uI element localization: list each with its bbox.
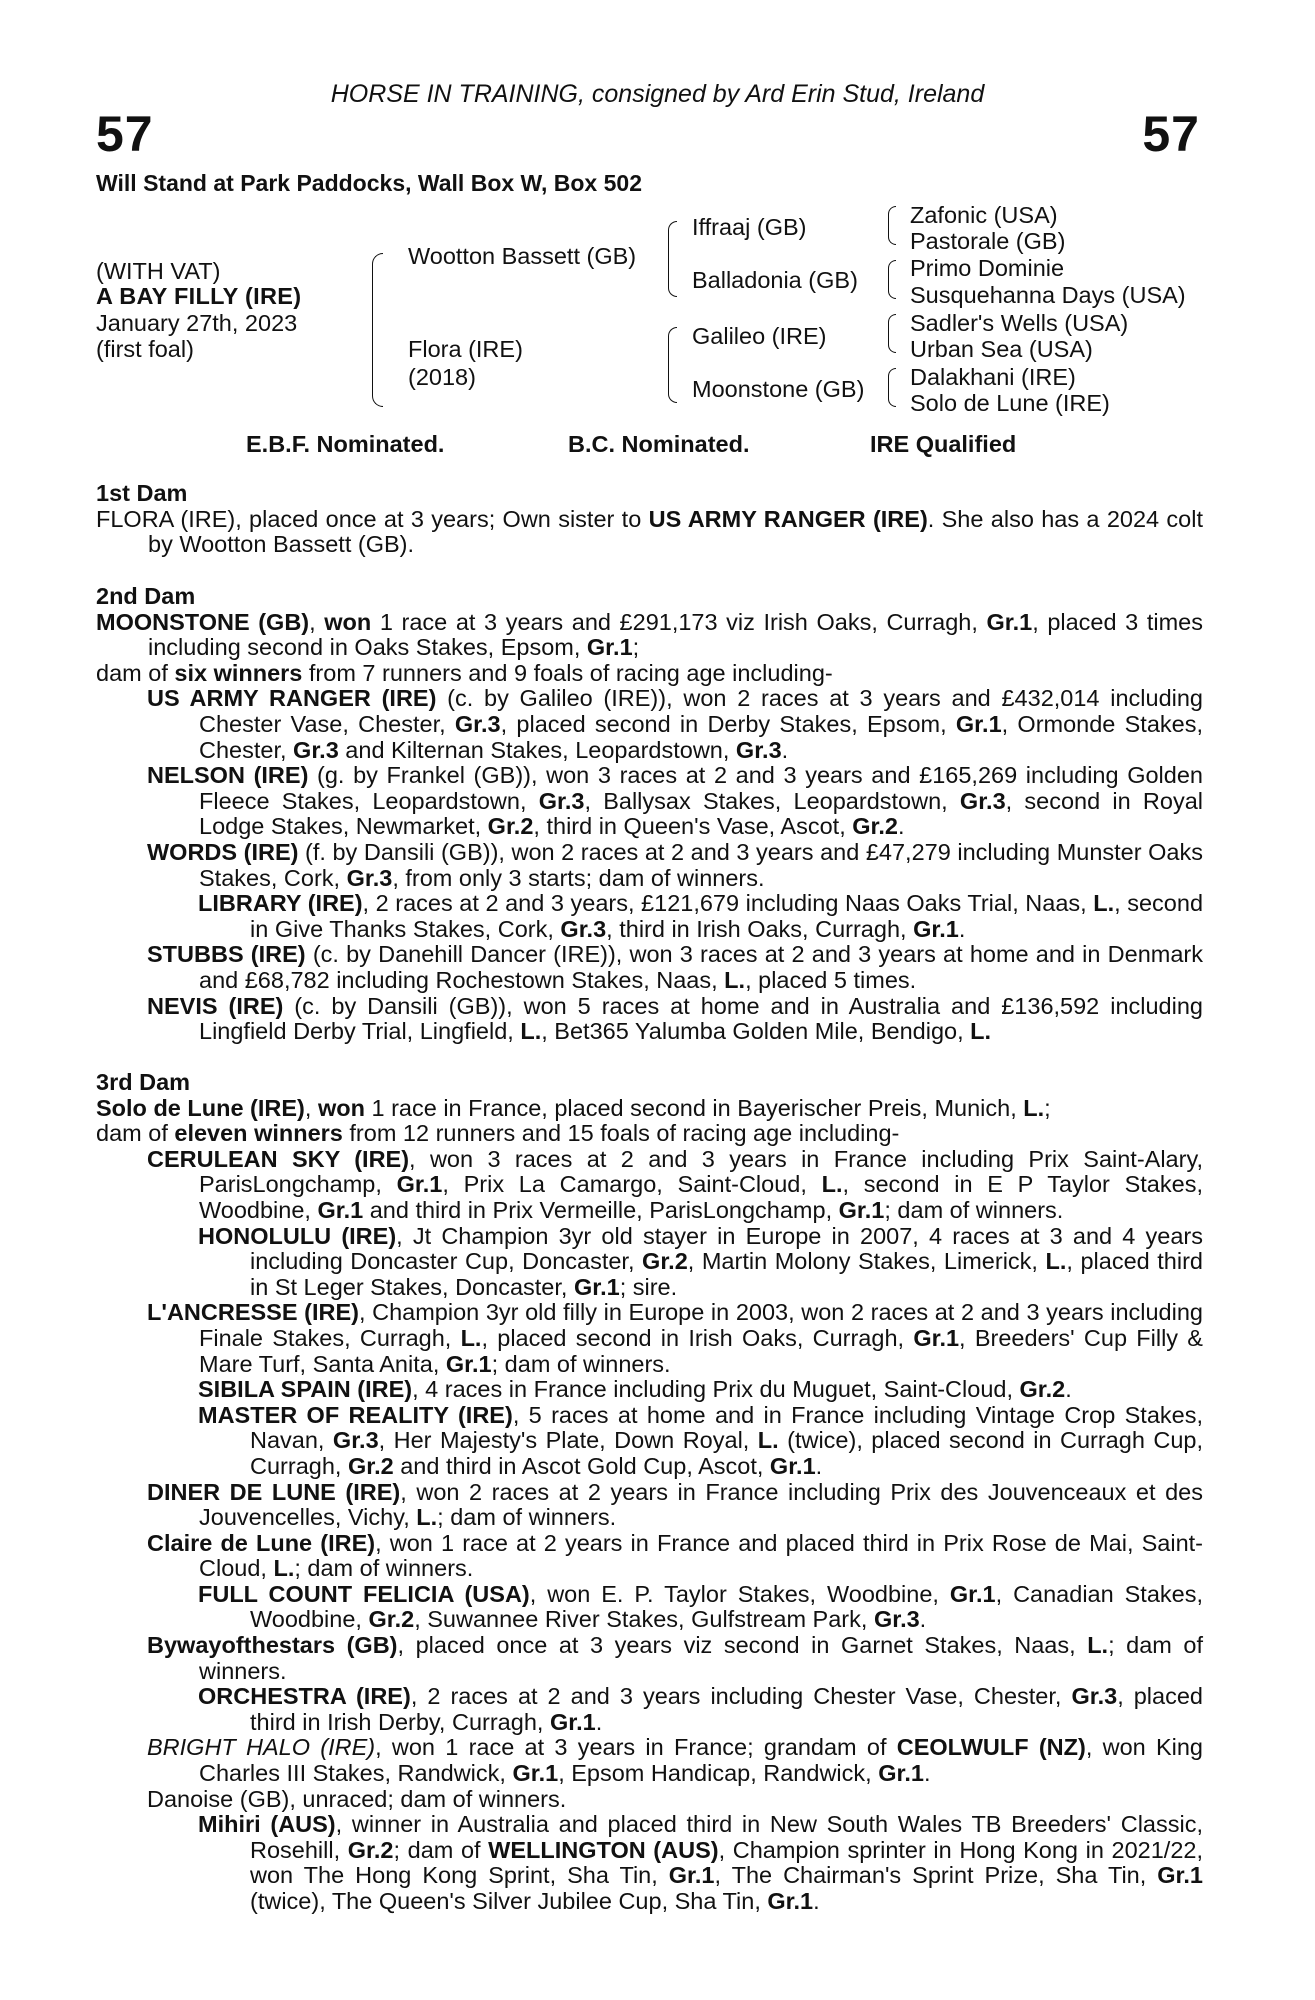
horse-dob: January 27th, 2023	[96, 310, 298, 336]
text-run: (twice), placed second in Curragh Cup, Curragh,	[250, 1427, 1203, 1479]
text-run: Gr.2	[642, 1248, 688, 1275]
text-run: , Jt Champion 3yr old stayer in Europe in 2007, 4 races at 3 and 4 years including Doncaster Cup, Doncaster,	[250, 1222, 1203, 1275]
text-run: , placed once at 3 years viz second in Garnet Stakes, Naas,	[397, 1632, 1088, 1659]
text-run: L.	[1045, 1248, 1067, 1275]
text-run: , Ormonde Stakes, Chester,	[199, 710, 1203, 763]
text-run: and third in Ascot Gold Cup, Ascot,	[393, 1452, 770, 1479]
text-run: , won 2 races at 2 years in France including Prix des Jouvenceaux et des Jouvencelles, Vichy,	[199, 1478, 1203, 1531]
text-run: ; dam of	[393, 1836, 489, 1863]
text-run: L.	[273, 1555, 295, 1582]
dd-sire: Dalakhani (IRE)	[910, 364, 1076, 390]
text-run: Gr.1	[986, 608, 1033, 635]
pedigree-entry	[96, 840, 1203, 891]
text-run: (c. by Dansili (GB)), won 5 races at home and in Australia and £136,592 including Lingfield Derby Trial, Lingfield,	[199, 992, 1203, 1045]
text-run: , 4 races in France including Prix du Muguet, Saint-Cloud,	[412, 1376, 1020, 1403]
text-run: .	[813, 1888, 820, 1914]
text-run: , placed second in Derby Stakes, Epsom,	[500, 710, 956, 737]
text-run: Gr.3	[346, 864, 393, 891]
text-run: US ARMY RANGER (IRE)	[147, 685, 437, 712]
text-run: CEOLWULF (NZ)	[896, 1734, 1086, 1761]
text-run: , Martin Molony Stakes, Limerick,	[687, 1248, 1046, 1275]
text-run: ; dam of winners.	[491, 1350, 671, 1377]
text-run: , placed third in St Leger Stakes, Doncaster,	[250, 1248, 1203, 1300]
text-run: , second in E P Taylor Stakes, Woodbine,	[199, 1171, 1203, 1223]
text-run: .	[919, 1606, 927, 1633]
vat-note: (WITH VAT)	[96, 258, 221, 284]
text-run: , Her Majesty's Plate, Down Royal,	[378, 1427, 758, 1454]
text-run: Gr.1	[396, 1171, 443, 1198]
text-run: MASTER OF REALITY (IRE)	[198, 1401, 513, 1428]
second-dam-section	[96, 584, 1203, 1045]
pedigree-entry	[96, 1633, 1203, 1684]
text-run: Gr.1	[878, 1760, 924, 1787]
text-run: WORDS (IRE)	[147, 838, 299, 865]
text-run: Gr.1	[913, 1324, 960, 1351]
pedigree-entry	[96, 763, 1203, 840]
pedigree-entry	[96, 1300, 1203, 1377]
text-run: NELSON (IRE)	[147, 762, 309, 789]
text-run: Gr.1	[586, 634, 633, 661]
text-run: (f. by Dansili (GB)), won 2 races at 2 and 3 years and £47,279 including Munster Oaks Stakes, Cork,	[199, 838, 1203, 891]
sd-dam: Susquehanna Days (USA)	[910, 282, 1186, 308]
text-run: FULL COUNT FELICIA (USA)	[198, 1580, 530, 1607]
text-run: ; dam of winners.	[437, 1504, 617, 1531]
text-run: LIBRARY (IRE)	[198, 890, 363, 917]
dam-dam: Moonstone (GB)	[692, 376, 865, 402]
text-run: .	[1065, 1376, 1072, 1403]
text-run: L.	[724, 966, 746, 993]
text-run: L.	[1093, 890, 1115, 917]
text-run: .	[815, 1452, 823, 1479]
pedigree-entry	[96, 891, 1203, 942]
text-run: 1 race in France, placed second in Bayerischer Preis, Munich,	[364, 1094, 1024, 1121]
pedigree-entry	[96, 1147, 1203, 1224]
lot-number-left: 57	[96, 106, 154, 162]
text-run: Gr.2	[487, 813, 534, 840]
text-run: , third in Irish Oaks, Curragh,	[606, 915, 914, 942]
ire-qualified: IRE Qualified	[870, 431, 1017, 457]
pedigree-entry	[96, 610, 1203, 661]
text-run: L.	[416, 1504, 438, 1531]
text-run: BRIGHT HALO (IRE)	[147, 1734, 376, 1761]
text-run: , Champion sprinter in Hong Kong in 2021/22, won The Hong Kong Sprint, Sha Tin,	[250, 1836, 1203, 1889]
text-run: , second in Give Thanks Stakes, Cork,	[250, 890, 1204, 942]
text-run: L.	[821, 1171, 843, 1198]
dam-paragraph	[96, 507, 1203, 558]
ds-sire: Sadler's Wells (USA)	[910, 310, 1129, 336]
text-run: (twice), The Queen's Silver Jubilee Cup, Sha Tin,	[250, 1888, 768, 1914]
text-run: .	[958, 915, 966, 942]
text-run: Gr.3	[454, 710, 501, 737]
text-run: Gr.1	[668, 1862, 715, 1889]
text-run: Gr.3	[735, 736, 782, 763]
text-run: , placed 3 times including second in Oaks Stakes, Epsom,	[148, 608, 1203, 661]
text-run: L.	[757, 1427, 779, 1454]
pedigree-entry	[96, 1582, 1203, 1633]
text-run: Gr.1	[317, 1196, 364, 1223]
pedigree-entry	[96, 1121, 1203, 1147]
text-run: L.	[1023, 1094, 1045, 1121]
text-run: , from only 3 starts; dam of winners.	[392, 864, 765, 891]
foal-note: (first foal)	[96, 336, 194, 362]
text-run: ; dam of winners.	[884, 1196, 1064, 1223]
text-run: Gr.1	[955, 710, 1002, 737]
text-run: SIBILA SPAIN (IRE)	[198, 1376, 413, 1403]
pedigree-entry	[96, 1480, 1203, 1531]
text-run: NEVIS (IRE)	[147, 992, 284, 1019]
first-dam-heading: 1st Dam	[96, 480, 188, 506]
text-run: , placed 5 times.	[745, 966, 917, 993]
text-run: Gr.1	[1157, 1862, 1203, 1889]
second-dam-heading: 2nd Dam	[96, 583, 196, 609]
text-run: Gr.3	[959, 787, 1006, 814]
text-run: , 2 races at 2 and 3 years, £121,679 including Naas Oaks Trial, Naas,	[362, 890, 1094, 917]
text-run: , Suwannee River Stakes, Gulfstream Park,	[414, 1606, 874, 1633]
text-run: Gr.2	[347, 1836, 394, 1863]
text-run: Gr.1	[549, 1708, 596, 1735]
text-run: , third in Queen's Vase, Ascot,	[533, 813, 853, 840]
text-run: Gr.1	[838, 1196, 885, 1223]
text-run: Bywayofthestars (GB)	[147, 1632, 398, 1659]
text-run: Gr.1	[913, 915, 959, 942]
first-dam-section	[96, 481, 1203, 558]
pedigree-entry	[96, 661, 1203, 687]
text-run: DINER DE LUNE (IRE)	[147, 1478, 401, 1505]
pedigree-entry	[96, 1787, 1203, 1813]
text-run: ; dam of winners.	[199, 1632, 1204, 1684]
text-run: , won 1 race at 2 years in France and placed third in Prix Rose de Mai, Saint-Cloud,	[199, 1529, 1203, 1582]
text-run: , Prix La Camargo, Saint-Cloud,	[442, 1171, 822, 1198]
consignor-heading: HORSE IN TRAINING, consigned by Ard Erin Stud, Ireland	[330, 80, 985, 108]
pedigree-entry	[96, 942, 1203, 993]
text-run: L.	[520, 1018, 542, 1045]
text-run: L.	[970, 1018, 992, 1045]
gen3-bracket-2	[888, 260, 896, 299]
text-run: MOONSTONE (GB)	[96, 608, 310, 635]
text-run: .	[898, 813, 905, 840]
gen3-bracket-1	[888, 206, 896, 245]
text-run: Mihiri (AUS)	[198, 1811, 336, 1838]
text-run: , second in Royal Lodge Stakes, Newmarket,	[199, 787, 1203, 840]
sire: Wootton Bassett (GB)	[408, 243, 637, 269]
pedigree-entry	[96, 686, 1203, 763]
text-run: and Kilternan Stakes, Leopardstown,	[338, 736, 736, 763]
ebf-nomination: E.B.F. Nominated.	[246, 431, 445, 457]
sire-dam: Balladonia (GB)	[692, 267, 858, 293]
sd-sire: Primo Dominie	[910, 255, 1065, 281]
dam-year: (2018)	[408, 364, 476, 390]
text-run: Gr.2	[347, 1452, 394, 1479]
horse-name: A BAY FILLY (IRE)	[96, 283, 302, 309]
text-run: (c. by Danehill Dancer (IRE)), won 3 races at 2 and 3 years at home and in Denmark and £68,782 including Rochestown Stakes, Naas,	[199, 941, 1203, 993]
text-run: , placed second in Irish Oaks, Curragh,	[481, 1324, 914, 1351]
text-run: Gr.1	[445, 1350, 492, 1377]
text-run: Gr.3	[332, 1427, 379, 1454]
text-run: Gr.2	[368, 1606, 415, 1633]
pedigree-entry	[96, 994, 1203, 1045]
text-run: , Epsom Handicap, Randwick,	[558, 1760, 879, 1787]
pedigree-entry	[96, 1812, 1203, 1914]
text-run: .	[923, 1760, 931, 1787]
text-run: , won King Charles III Stakes, Randwick,	[199, 1734, 1203, 1787]
text-run: Gr.1	[512, 1760, 559, 1787]
text-run: Danoise (GB), unraced; dam of winners.	[147, 1785, 567, 1812]
ds-dam: Urban Sea (USA)	[910, 336, 1093, 362]
text-run: eleven winners	[174, 1120, 343, 1147]
gen3-bracket-4	[888, 368, 896, 407]
dam: Flora (IRE)	[408, 336, 523, 362]
text-run: and third in Prix Vermeille, ParisLongchamp,	[363, 1196, 839, 1223]
text-run: , Champion 3yr old filly in Europe in 2003, won 2 races at 2 and 3 years including Finale Stakes, Curragh,	[199, 1299, 1203, 1351]
text-run: from 12 runners and 15 foals of racing age including-	[342, 1120, 900, 1147]
text-run: . She also has a 2024 colt by Wootton Bassett (GB).	[148, 505, 1203, 558]
text-run: ,	[309, 608, 325, 635]
text-run: 1 race at 3 years and £291,173 viz Irish Oaks, Curragh,	[371, 608, 987, 635]
text-run: Gr.2	[852, 813, 898, 840]
text-run: , The Chairman's Sprint Prize, Sha Tin,	[714, 1862, 1158, 1889]
stand-location: Will Stand at Park Paddocks, Wall Box W, Box 502	[96, 170, 642, 196]
pedigree-entry	[96, 1735, 1203, 1786]
text-run: (g. by Frankel (GB)), won 3 races at 2 and 3 years and £165,269 including Golden Fleece Stakes, Leopardstown,	[199, 762, 1203, 814]
text-run: Gr.3	[1071, 1683, 1118, 1710]
text-run: six winners	[174, 659, 303, 686]
pedigree-entry	[96, 1377, 1203, 1403]
text-run: , 5 races at home and in France including Vintage Crop Stakes, Navan,	[250, 1401, 1203, 1454]
text-run: L.	[1087, 1632, 1109, 1659]
text-run: ,	[304, 1094, 318, 1121]
second-dam-body	[96, 610, 1203, 1045]
third-dam-body	[96, 1096, 1203, 1915]
text-run: dam of	[96, 1120, 175, 1147]
text-run: Gr.3	[293, 736, 339, 763]
text-run: ;	[632, 634, 640, 661]
text-run: , placed third in Irish Derby, Curragh,	[250, 1683, 1203, 1735]
text-run: , Breeders' Cup Filly & Mare Turf, Santa Anita,	[199, 1324, 1203, 1377]
text-run: won	[317, 1094, 365, 1121]
text-run: Gr.1	[573, 1273, 620, 1300]
text-run: won	[324, 608, 372, 635]
text-run: HONOLULU (IRE)	[198, 1222, 397, 1249]
text-run: ; dam of winners.	[294, 1555, 474, 1582]
text-run: , Ballysax Stakes, Leopardstown,	[584, 787, 960, 814]
text-run: Gr.1	[769, 1452, 816, 1479]
text-run: , won 3 races at 2 and 3 years in France including Prix Saint-Alary, ParisLongchamp,	[199, 1145, 1203, 1198]
dd-dam: Solo de Lune (IRE)	[910, 390, 1110, 416]
sire-sire: Iffraaj (GB)	[692, 214, 807, 240]
pedigree-entry	[96, 1531, 1203, 1582]
ss-dam: Pastorale (GB)	[910, 228, 1066, 254]
text-run: Gr.2	[1019, 1376, 1066, 1403]
text-run: Solo de Lune (IRE)	[96, 1094, 305, 1121]
gen2-dam-bracket	[668, 327, 677, 403]
text-run: ; sire.	[619, 1273, 678, 1300]
text-run: FLORA (IRE), placed once at 3 years; Own sister to	[96, 505, 649, 532]
lot-number-right: 57	[1142, 106, 1200, 162]
pedigree-entry	[96, 1684, 1203, 1735]
text-run: , 2 races at 2 and 3 years including Chester Vase, Chester,	[410, 1683, 1072, 1710]
ss-sire: Zafonic (USA)	[910, 202, 1058, 228]
text-run: Gr.1	[949, 1580, 996, 1607]
text-run: L.	[460, 1324, 482, 1351]
text-run: CERULEAN SKY (IRE)	[147, 1145, 410, 1172]
gen1-bracket	[372, 253, 383, 407]
text-run: Gr.3	[873, 1606, 920, 1633]
text-run: Claire de Lune (IRE)	[147, 1529, 376, 1556]
gen3-bracket-3	[888, 314, 896, 353]
text-run: , won E. P. Taylor Stakes, Woodbine,	[529, 1580, 950, 1607]
pedigree-entry	[96, 1224, 1203, 1301]
gen2-sire-bracket	[668, 221, 677, 297]
first-dam-body	[96, 507, 1203, 558]
text-run: L'ANCRESSE (IRE)	[147, 1299, 359, 1326]
text-run: , Bet365 Yalumba Golden Mile, Bendigo,	[541, 1018, 971, 1045]
text-run: STUBBS (IRE)	[147, 941, 306, 968]
pedigree-entry	[96, 1403, 1203, 1480]
text-run: Gr.3	[560, 915, 607, 942]
text-run: Gr.1	[767, 1888, 814, 1914]
text-run: .	[781, 736, 789, 763]
text-run: US ARMY RANGER (IRE)	[648, 505, 928, 532]
text-run: ;	[1044, 1094, 1051, 1121]
text-run: (c. by Galileo (IRE)), won 2 races at 3 years and £432,014 including Chester Vase, Chester,	[199, 685, 1203, 737]
text-run: ORCHESTRA (IRE)	[198, 1683, 411, 1710]
third-dam-heading: 3rd Dam	[96, 1069, 191, 1095]
text-run: , Canadian Stakes, Woodbine,	[250, 1580, 1203, 1633]
text-run: from 7 runners and 9 foals of racing age including-	[302, 659, 833, 686]
text-run: Gr.3	[538, 787, 585, 814]
text-run: , won 1 race at 3 years in France; grandam of	[375, 1734, 897, 1761]
text-run: dam of	[96, 659, 175, 686]
pedigree-entry	[96, 1096, 1203, 1122]
bc-nomination: B.C. Nominated.	[568, 431, 750, 457]
text-run: , winner in Australia and placed third in New South Wales TB Breeders' Classic, Rosehill,	[250, 1811, 1203, 1863]
text-run: WELLINGTON (AUS)	[488, 1836, 719, 1863]
third-dam-section	[96, 1070, 1203, 1915]
text-run: .	[595, 1708, 603, 1735]
dam-sire: Galileo (IRE)	[692, 323, 827, 349]
